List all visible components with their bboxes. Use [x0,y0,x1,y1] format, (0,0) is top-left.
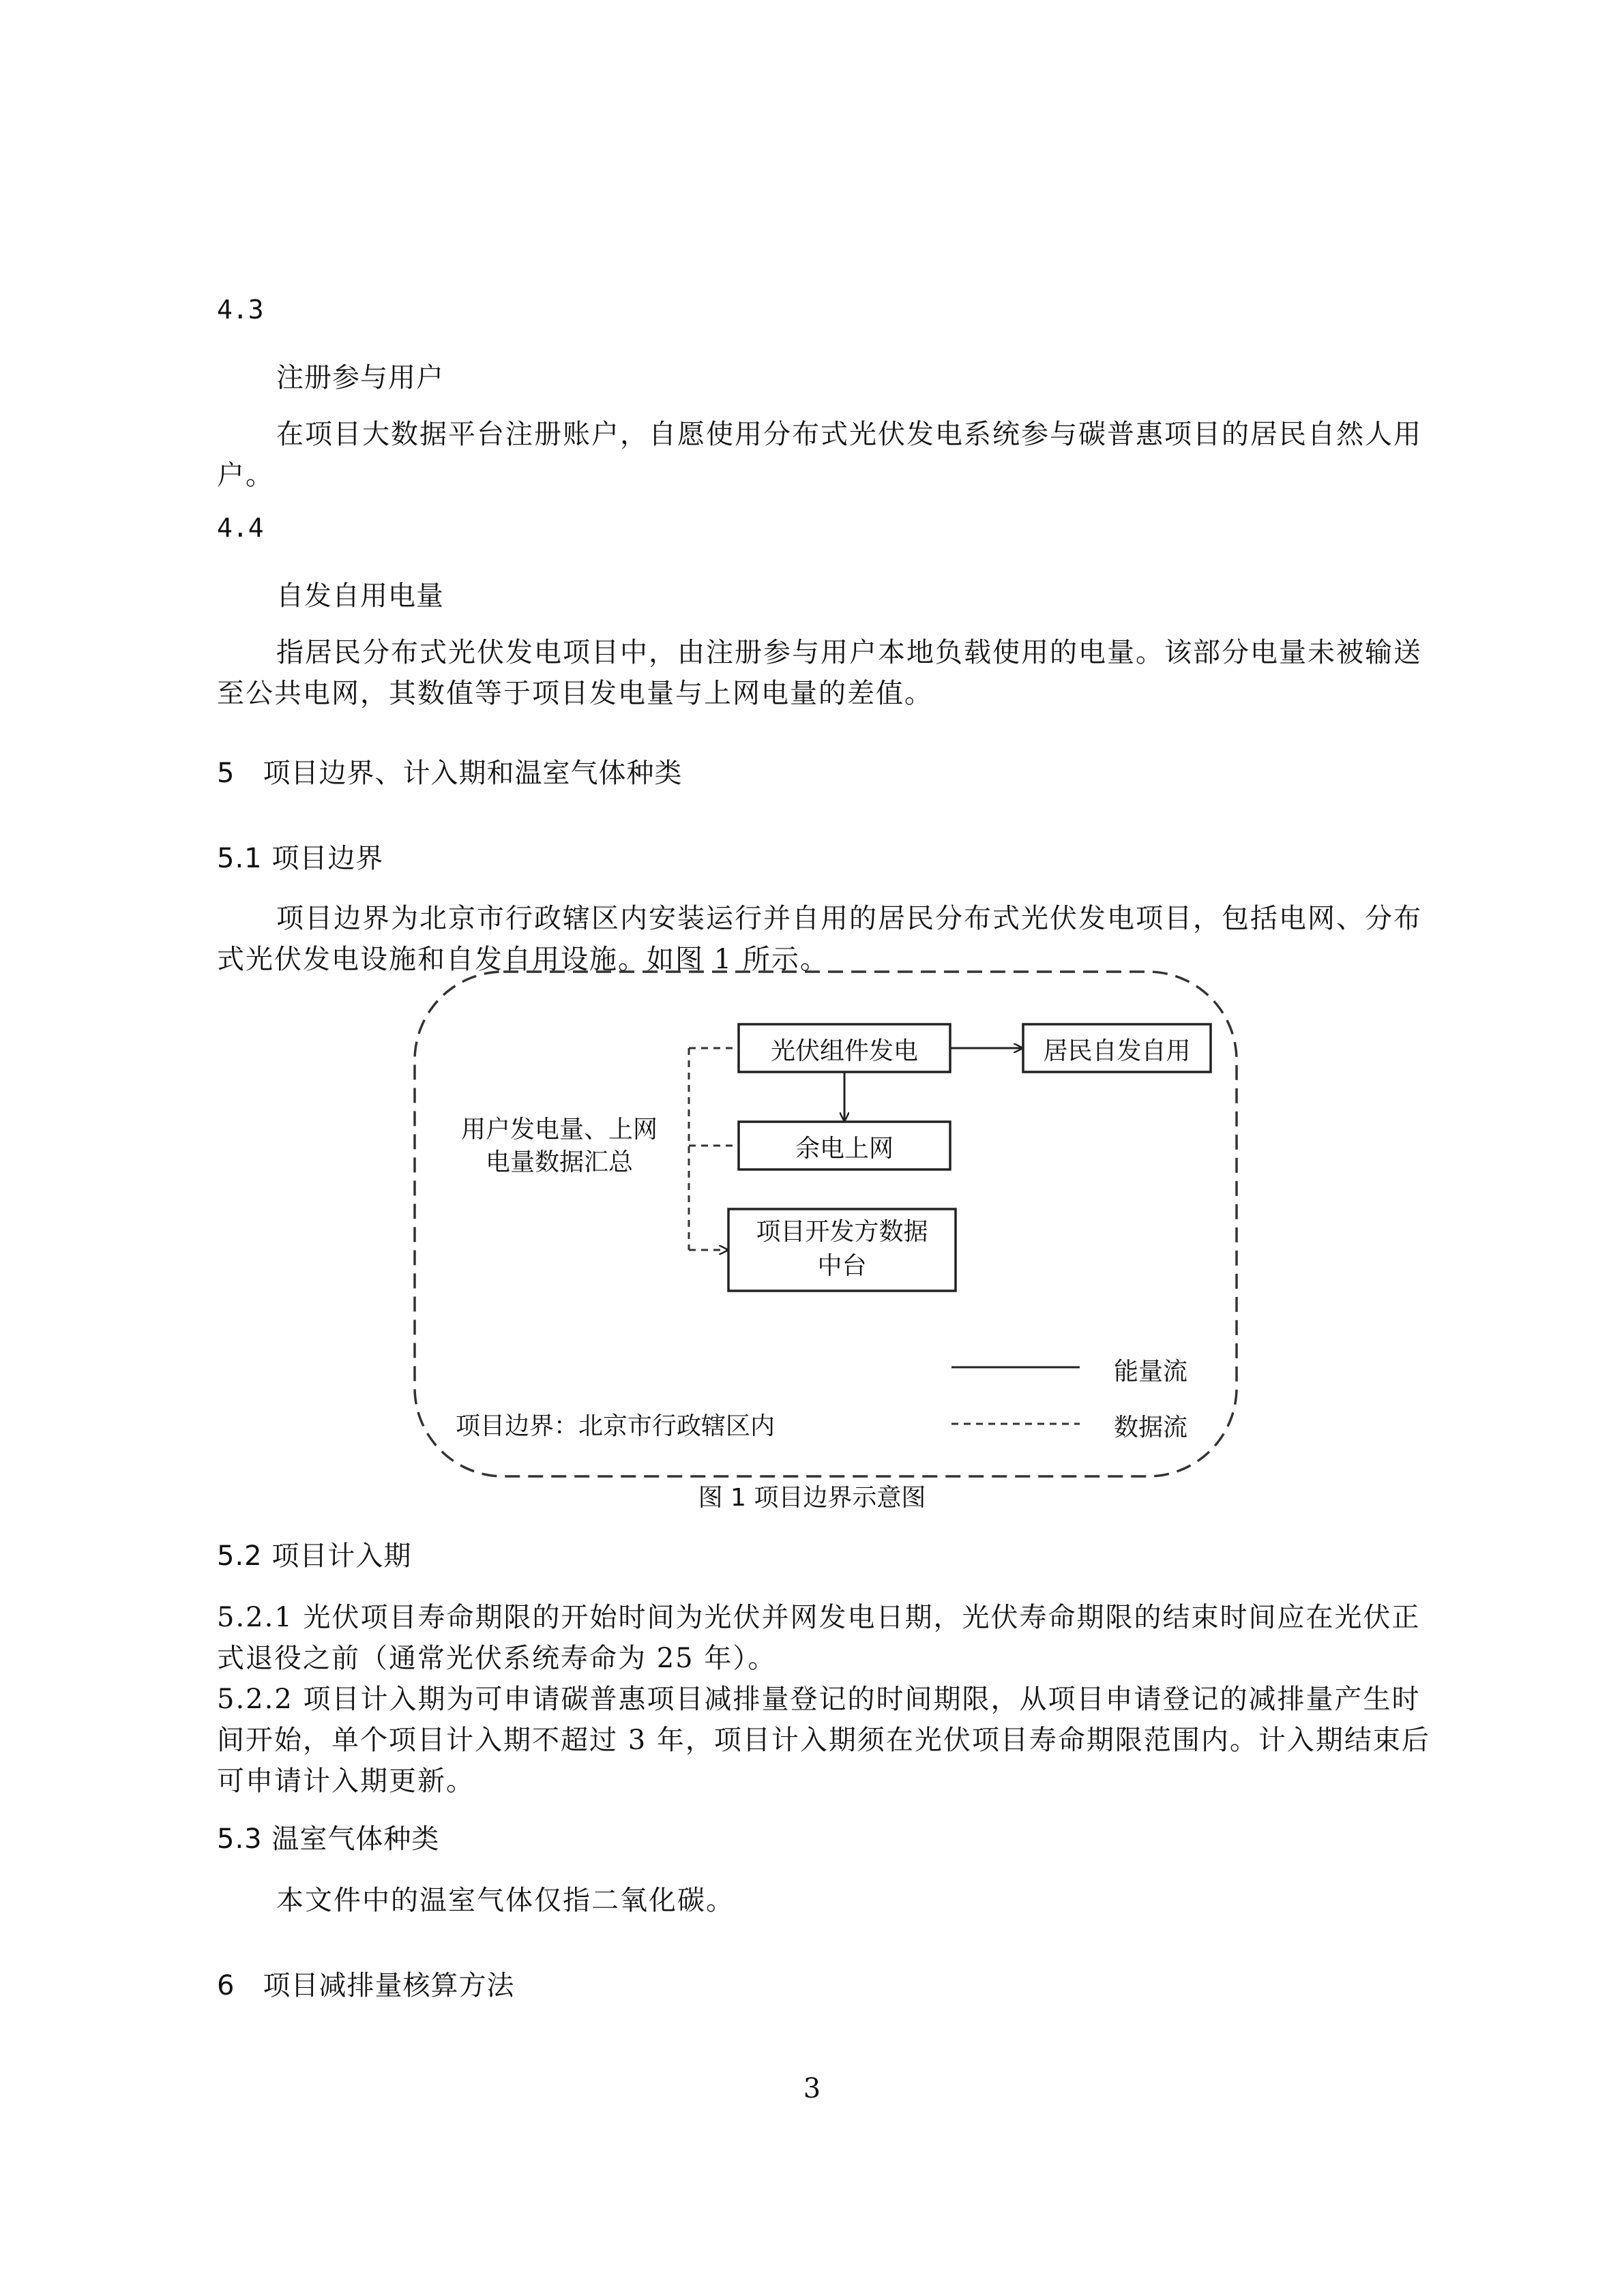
paragraph-line: 式光伏发电设施和自发自用设施。如图 1 所示。 [217,944,829,975]
section-4-3-number: 4.3 [217,295,264,325]
box-self-use-label: 居民自发自用 [1043,1037,1191,1065]
box-data-platform-label-line: 中台 [817,1252,867,1280]
data-summary-label [447,1114,672,1179]
paragraph-line: 项目边界为北京市行政辖区内安装运行并自用的居民分布式光伏发电项目，包括电网、分布 [276,903,1422,934]
box-data-platform-label [728,1215,956,1283]
definition-line: 户。 [217,460,274,491]
definition-line: 指居民分布式光伏发电项目中，由注册参与用户本地负载使用的电量。该部分电量未被输送 [276,637,1422,668]
data-summary-label-line: 电量数据汇总 [485,1148,633,1176]
section-6-heading: 6 项目减排量核算方法 [217,1970,515,2001]
section-5-3-heading: 5.3 温室气体种类 [217,1823,440,1855]
box-grid-feed-label: 余电上网 [795,1135,894,1163]
section-5-2-heading: 5.2 项目计入期 [217,1540,412,1572]
definition-line: 在项目大数据平台注册账户，自愿使用分布式光伏发电系统参与碳普惠项目的居民自然人用 [276,419,1422,450]
paragraph-line: 5.2.1 光伏项目寿命期限的开始时间为光伏并网发电日期，光伏寿命期限的结束时间应在光伏正 [217,1602,1421,1633]
legend-energy-label: 能量流 [1114,1358,1188,1386]
paragraph-line: 可申请计入期更新。 [217,1765,475,1797]
term-registered-user: 注册参与用户 [276,362,444,393]
page-number: 3 [803,2073,821,2104]
paragraph-line: 本文件中的温室气体仅指二氧化碳。 [276,1885,735,1916]
section-5-1-heading: 5.1 项目边界 [217,843,384,874]
paragraph-line: 式退役之前（通常光伏系统寿命为 25 年）。 [217,1643,777,1674]
data-summary-label-line: 用户发电量、上网 [460,1116,658,1144]
figure-caption: 图 1 项目边界示意图 [698,1484,926,1512]
box-data-platform-label-line: 项目开发方数据 [756,1218,928,1246]
boundary-label: 项目边界：北京市行政辖区内 [456,1412,776,1440]
box-pv-generation-label: 光伏组件发电 [770,1037,918,1065]
definition-line: 至公共电网，其数值等于项目发电量与上网电量的差值。 [217,678,933,709]
legend-data-label: 数据流 [1114,1414,1188,1442]
section-4-4-number: 4.4 [217,513,264,543]
term-self-consumption: 自发自用电量 [276,580,444,612]
paragraph-line: 5.2.2 项目计入期为可申请碳普惠项目减排量登记的时间期限，从项目申请登记的减排量产生时 [217,1684,1421,1715]
paragraph-line: 间开始，单个项目计入期不超过 3 年，项目计入期须在光伏项目寿命期限范围内。计入期结束后 [217,1725,1430,1756]
section-5-heading: 5 项目边界、计入期和温室气体种类 [217,758,683,789]
